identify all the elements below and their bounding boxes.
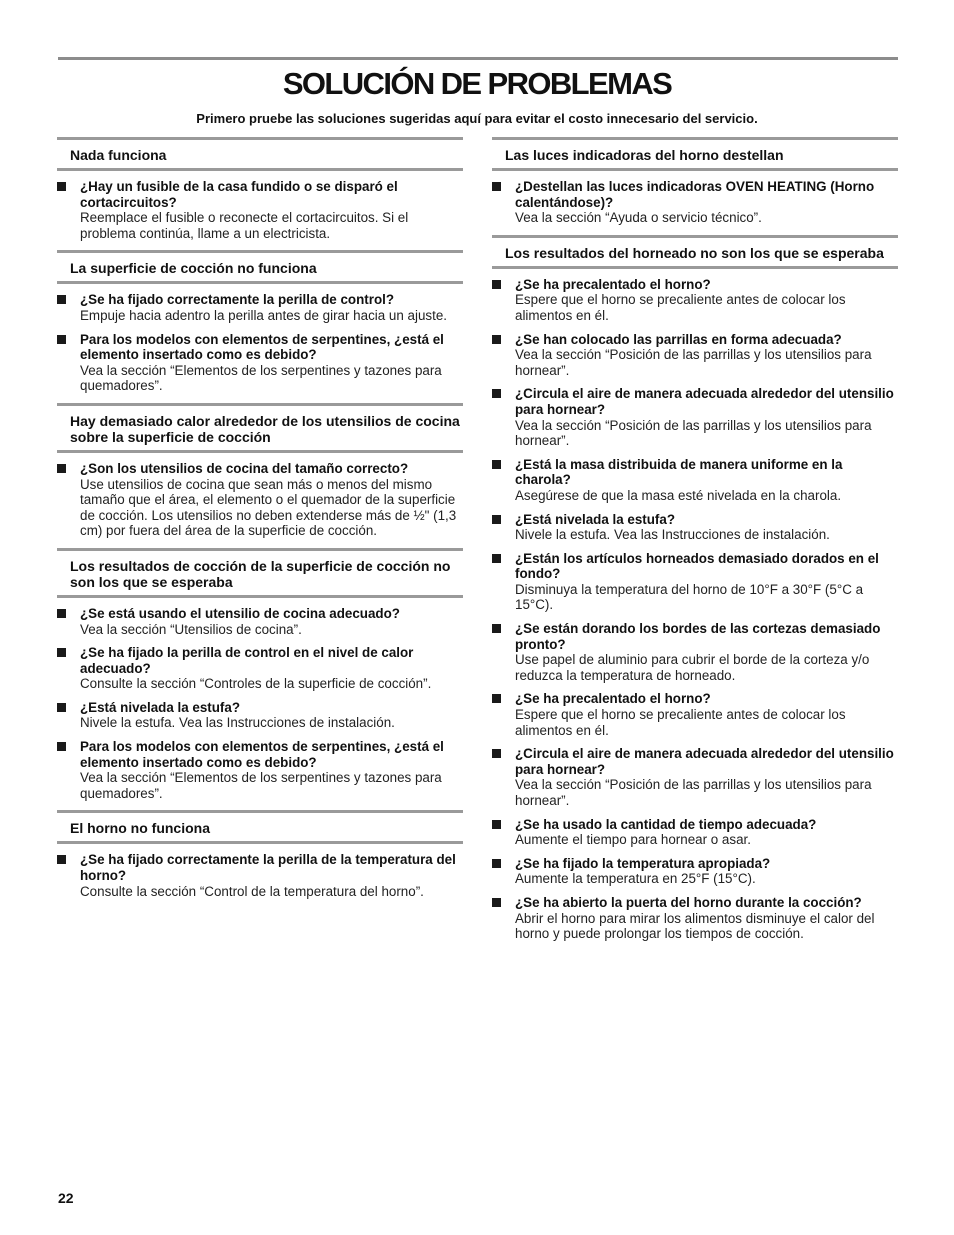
square-bullet-icon	[492, 859, 501, 868]
problem-question: ¿Se ha fijado correctamente la perilla de la temperatura del horno?	[80, 852, 456, 884]
square-bullet-icon	[492, 898, 501, 907]
problem-answer: Vea la sección “Posición de las parrillas y los utensilios para hornear”.	[515, 777, 872, 808]
problem-item	[492, 512, 898, 543]
problem-answer: Reemplace el fusible o reconecte el cortacircuitos. Si el problema continúa, llame a un electricista.	[80, 210, 409, 241]
square-bullet-icon	[57, 464, 66, 473]
problem-item	[492, 332, 898, 379]
problem-item	[57, 700, 463, 731]
problem-item	[492, 691, 898, 738]
problem-list	[492, 269, 898, 942]
section-heading: Los resultados de cocción de la superficie de cocción no son los que se esperaba	[57, 548, 463, 598]
problem-item	[492, 386, 898, 448]
troubleshooting-section	[492, 137, 898, 226]
problem-answer: Vea la sección “Posición de las parrillas y los utensilios para hornear”.	[515, 417, 872, 449]
problem-question: ¿Destellan las luces indicadoras OVEN HEATING (Horno calentándose)?	[515, 179, 875, 210]
square-bullet-icon	[57, 295, 66, 304]
square-bullet-icon	[57, 609, 66, 618]
problem-item	[57, 461, 463, 539]
problem-item	[492, 457, 898, 504]
problem-item	[57, 332, 463, 394]
problem-item	[57, 739, 463, 801]
problem-question: ¿Se ha abierto la puerta del horno durante la cocción?	[515, 894, 862, 910]
troubleshooting-section	[57, 810, 463, 899]
problem-list	[57, 171, 463, 241]
problem-answer: Vea la sección “Utensilios de cocina”.	[80, 621, 302, 637]
problem-answer: Asegúrese de que la masa esté nivelada en la charola.	[515, 487, 842, 503]
square-bullet-icon	[57, 703, 66, 712]
problem-question: ¿Son los utensilios de cocina del tamaño correcto?	[80, 460, 409, 476]
problem-item	[492, 179, 898, 226]
problem-answer: Consulte la sección “Controles de la superficie de cocción”.	[80, 676, 432, 692]
page-subtitle: Primero pruebe las soluciones sugeridas aquí para evitar el costo innecesario del servicio.	[196, 111, 758, 126]
problem-question: ¿Se ha precalentado el horno?	[515, 276, 711, 292]
problem-answer: Use papel de aluminio para cubrir el borde de la corteza y/o reduzca la temperatura de horneado.	[515, 652, 870, 683]
square-bullet-icon	[57, 335, 66, 344]
problem-list	[57, 284, 463, 394]
section-heading: Las luces indicadoras del horno destellan	[492, 137, 898, 171]
problem-item	[57, 292, 463, 323]
square-bullet-icon	[492, 460, 501, 469]
troubleshooting-section	[57, 137, 463, 241]
square-bullet-icon	[492, 554, 501, 563]
problem-answer: Use utensilios de cocina que sean más o menos del mismo tamaño que el área, el elemento o el quemador de la superficie de cocción. Los utensilios no deben extenderse más de ½" (1,3 cm) por fuera del área de la superficie de cocción.	[80, 476, 457, 539]
problem-answer: Nivele la estufa. Vea las Instrucciones de instalación.	[515, 527, 830, 543]
square-bullet-icon	[57, 648, 66, 657]
problem-question: Para los modelos con elementos de serpentines, ¿está el elemento insertado como es debido?	[80, 331, 444, 363]
problem-question: ¿Circula el aire de manera adecuada alrededor del utensilio para hornear?	[515, 386, 894, 417]
problem-question: ¿Se han colocado las parrillas en forma adecuada?	[515, 331, 842, 347]
troubleshooting-section	[57, 403, 463, 539]
square-bullet-icon	[492, 280, 501, 289]
problem-item	[492, 746, 898, 808]
square-bullet-icon	[492, 389, 501, 398]
problem-item	[57, 179, 463, 241]
problem-item	[492, 551, 898, 613]
problem-question: ¿Están los artículos horneados demasiado dorados en el fondo?	[515, 550, 879, 582]
problem-item	[57, 645, 463, 692]
problem-question: ¿Se está usando el utensilio de cocina adecuado?	[80, 605, 400, 621]
problem-question: ¿Hay un fusible de la casa fundido o se disparó el cortacircuitos?	[80, 179, 398, 210]
square-bullet-icon	[492, 749, 501, 758]
problem-item	[492, 277, 898, 324]
problem-question: ¿Está nivelada la estufa?	[80, 699, 241, 715]
problem-question: ¿Se están dorando los bordes de las cortezas demasiado pronto?	[515, 621, 881, 652]
problem-question: ¿Circula el aire de manera adecuada alrededor del utensilio para hornear?	[515, 746, 894, 777]
problem-list	[57, 453, 463, 539]
problem-answer: Aumente la temperatura en 25°F (15°C).	[515, 871, 756, 887]
square-bullet-icon	[492, 182, 501, 191]
problem-question: ¿Se ha precalentado el horno?	[515, 691, 711, 707]
problem-item	[492, 621, 898, 683]
section-heading: El horno no funciona	[57, 810, 463, 844]
problem-list	[492, 171, 898, 226]
left-column	[57, 137, 463, 908]
square-bullet-icon	[57, 855, 66, 864]
problem-answer: Disminuya la temperatura del horno de 10°F a 30°F (5°C a 15°C).	[515, 581, 864, 613]
problem-answer: Abrir el horno para mirar los alimentos disminuye el calor del horno y puede prolongar los tiempos de cocción.	[515, 910, 875, 942]
square-bullet-icon	[492, 694, 501, 703]
problem-question: ¿Se ha usado la cantidad de tiempo adecuada?	[515, 816, 817, 832]
section-heading: Nada funciona	[57, 137, 463, 171]
problem-answer: Espere que el horno se precaliente antes de colocar los alimentos en él.	[515, 292, 846, 323]
problem-list	[57, 598, 463, 802]
problem-answer: Espere que el horno se precaliente antes de colocar los alimentos en él.	[515, 707, 846, 738]
square-bullet-icon	[57, 742, 66, 751]
troubleshooting-section	[57, 250, 463, 394]
square-bullet-icon	[492, 624, 501, 633]
top-rule	[58, 57, 898, 60]
problem-answer: Vea la sección “Elementos de los serpentines y tazones para quemadores”.	[80, 770, 442, 801]
problem-question: ¿Está la masa distribuida de manera uniforme en la charola?	[515, 456, 843, 488]
problem-item	[57, 606, 463, 637]
problem-answer: Vea la sección “Elementos de los serpentines y tazones para quemadores”.	[80, 362, 442, 394]
problem-answer: Vea la sección “Ayuda o servicio técnico”.	[515, 210, 762, 226]
problem-question: ¿Está nivelada la estufa?	[515, 511, 676, 527]
problem-answer: Empuje hacia adentro la perilla antes de girar hacia un ajuste.	[80, 307, 447, 323]
problem-item	[492, 895, 898, 942]
problem-item	[492, 856, 898, 887]
problem-answer: Aumente el tiempo para hornear o asar.	[515, 832, 751, 848]
page-title: SOLUCIÓN DE PROBLEMAS	[282, 66, 672, 101]
problem-question: ¿Se ha fijado correctamente la perilla de control?	[80, 292, 395, 308]
page-number: 22	[58, 1190, 74, 1206]
section-heading: Hay demasiado calor alrededor de los utensilios de cocina sobre la superficie de cocción	[57, 403, 463, 453]
troubleshooting-section	[492, 235, 898, 942]
right-column	[492, 137, 898, 951]
problem-answer: Consulte la sección “Control de la temperatura del horno”.	[80, 883, 424, 899]
problem-question: ¿Se ha fijado la temperatura apropiada?	[515, 855, 771, 871]
problem-item	[492, 817, 898, 848]
section-heading: La superficie de cocción no funciona	[57, 250, 463, 284]
problem-question: Para los modelos con elementos de serpentines, ¿está el elemento insertado como es debido?	[80, 739, 444, 770]
problem-list	[57, 844, 463, 899]
problem-question: ¿Se ha fijado la perilla de control en el nivel de calor adecuado?	[80, 645, 414, 676]
square-bullet-icon	[492, 820, 501, 829]
square-bullet-icon	[492, 515, 501, 524]
section-heading: Los resultados del horneado no son los que se esperaba	[492, 235, 898, 269]
problem-item	[57, 852, 463, 899]
square-bullet-icon	[492, 335, 501, 344]
square-bullet-icon	[57, 182, 66, 191]
troubleshooting-section	[57, 548, 463, 802]
problem-answer: Nivele la estufa. Vea las Instrucciones de instalación.	[80, 715, 395, 731]
problem-answer: Vea la sección “Posición de las parrillas y los utensilios para hornear”.	[515, 347, 872, 378]
